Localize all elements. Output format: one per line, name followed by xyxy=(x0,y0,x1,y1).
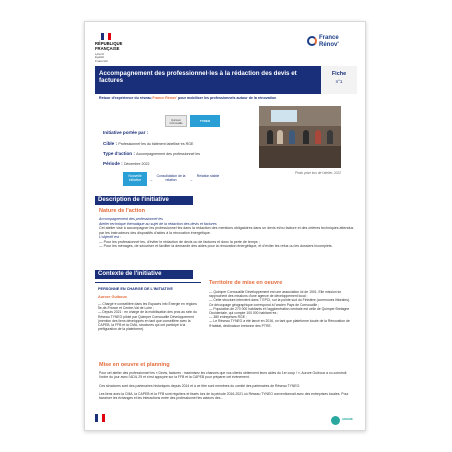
tyneo-logo: TYNEO xyxy=(190,115,220,127)
document-page xyxy=(84,21,366,431)
period-value: Décembre 2022 xyxy=(123,162,150,166)
section-description-heading: Description de l'initiative xyxy=(95,196,193,205)
republique-motto: Liberté Égalité Fraternité xyxy=(95,52,108,63)
territoire-heading: Territoire de mise en oeuvre xyxy=(209,280,283,286)
flow-step-new: Nouvelle initiative xyxy=(123,172,147,186)
person-in-charge-text: — Chargé·e conseillère dans les Espaces info Énergie en régions Île-de-France et Centre-Val de Loire ; — Depuis 2021 : en charge de la mobilisation des pros au sein du Réseau TYNEO piloté par Quimper Cornouaille Développement (mention des liens développés en tant que conseillère avec la CAPEB, la FFB et la CMA, structures qui ont participé à la préfiguration de la plateforme). xyxy=(98,302,197,332)
photo-caption: Photo prise lors de l'atelier, 2022 xyxy=(294,171,341,175)
person-in-charge-name: Aurore Guiboux xyxy=(98,295,127,299)
person-in-charge-heading: PERSONNE EN CHARGE DE L'INITIATIVE xyxy=(98,287,173,291)
mise-en-oeuvre-paragraph: Pour cet atelier des professionnel·les « Devis, factures : maximisez les chances que vos clients obtiennent leurs aides du 1er coup ! », Aurore Guiboux a co-construit l'ordre du jour avec l'ADIL 29 et s'est appuyée sur la FFB et la CAPEB pour préparer cet événement. Ces structures sont des partenaires historiques depuis 2014 et à ce titre sont membres du comité des partenaires de Réseau TYNEO. Les liens avec la CMA, la CAPEB et la FFB sont réguliers et tissés lors de la période 2016-2021 où Réseau TYNEO conventionnait avec des entreprises locales. Pour favoriser les échanges et les interactions entre des professionnel·les acteurs des... xyxy=(99,371,349,401)
fiche-badge: Fiche n°1 xyxy=(321,66,357,94)
target-value: Professionnel·les du bâtiment labellisé·es RGE xyxy=(118,142,194,146)
carried-by-label: Initiative portée par : xyxy=(103,130,149,135)
republique-flag-icon xyxy=(101,33,111,40)
arrow-right-icon: → xyxy=(149,177,153,182)
action-value: Accompagnement des professionnel·les xyxy=(136,152,201,156)
document-title: Accompagnement des professionnel·les à la rédaction des devis et factures xyxy=(99,70,297,85)
territoire-paragraph: — Quimper Cornouaille Développement est une association loi de 1901. Elle mission se rapprochent des missions d'une agence de développement local ; — Cette structure intervient dans 7 EPCI, sur la pointe sud du Finistère (communes littorales). Ce découpage géographique correspond à l'ancien Pays de Cornouaille ; — Population de 270 000 habitants et l'agglomération centrale est celle de Quimper Bretagne Occidentale, qui compte 100 000 habitant·es ; — 380 entreprises RGE ; — Le Réseau TYNEO a été lancé en 2016, on tant que plateforme locale de la Rénovation de l'Habitat, déclinaison bretonne des PTRE. xyxy=(209,290,350,328)
relationship-flow xyxy=(123,172,233,186)
mise-en-oeuvre-heading: Mise en oeuvre et planning xyxy=(99,362,170,368)
person-in-charge-box xyxy=(95,282,201,360)
section-context-heading: Contexte de l'initiative xyxy=(95,270,193,279)
workshop-photo xyxy=(259,106,341,168)
nature-paragraph: Accompagnement des professionnel·les Atelier technique thématique au sujet de la rédaction des devis et factures Cet atelier vise à accompagner les professionnel·les dans la rédaction des mentions obligatoires dans un devis et/ou facture et des critères techniques attendus par les instructeurs des dispositifs d'aides à la rénovation énergétique. L'objectif est : — Pour les professionnel·les, d'éviter le rédaction de devis ou de factures et donc la perte de temps ; — Pour les ménages, de sécuriser et faciliter la demande des aides pour la rénovation énergétique, et d'éviter les refus ou les dossiers incomplets. xyxy=(99,217,354,248)
footer-logos xyxy=(95,414,357,426)
france-renov-circle-icon xyxy=(307,36,317,46)
france-renov-logo: France Rénov' xyxy=(307,33,351,57)
initiative-meta: Initiative portée par : Cible : Professionnel·les du bâtiment labellisé·es RGE Type d'action : Accompagnement des professionnel·les Période : Décembre 2022 xyxy=(103,130,201,166)
republique-francaise-logo: RÉPUBLIQUE FRANÇAISE xyxy=(95,41,123,51)
title-banner xyxy=(95,66,357,94)
flow-step-stable: Relation stable xyxy=(196,174,220,178)
arrow-right-icon: → xyxy=(189,177,193,182)
flow-step-consolidation: Consolidation de la relation xyxy=(156,174,186,182)
intro-line: Retour d'expérience du réseau France Rénov' pour mobiliser les professionnels autour de la rénovation xyxy=(99,96,277,100)
ademe-logo: ADEME xyxy=(331,414,357,426)
republique-flag-icon xyxy=(95,414,105,422)
partner-logos xyxy=(165,115,223,127)
quimper-cornouaille-logo: Quimper Cornouaille xyxy=(165,115,187,127)
nature-heading: Nature de l'action xyxy=(99,208,145,214)
